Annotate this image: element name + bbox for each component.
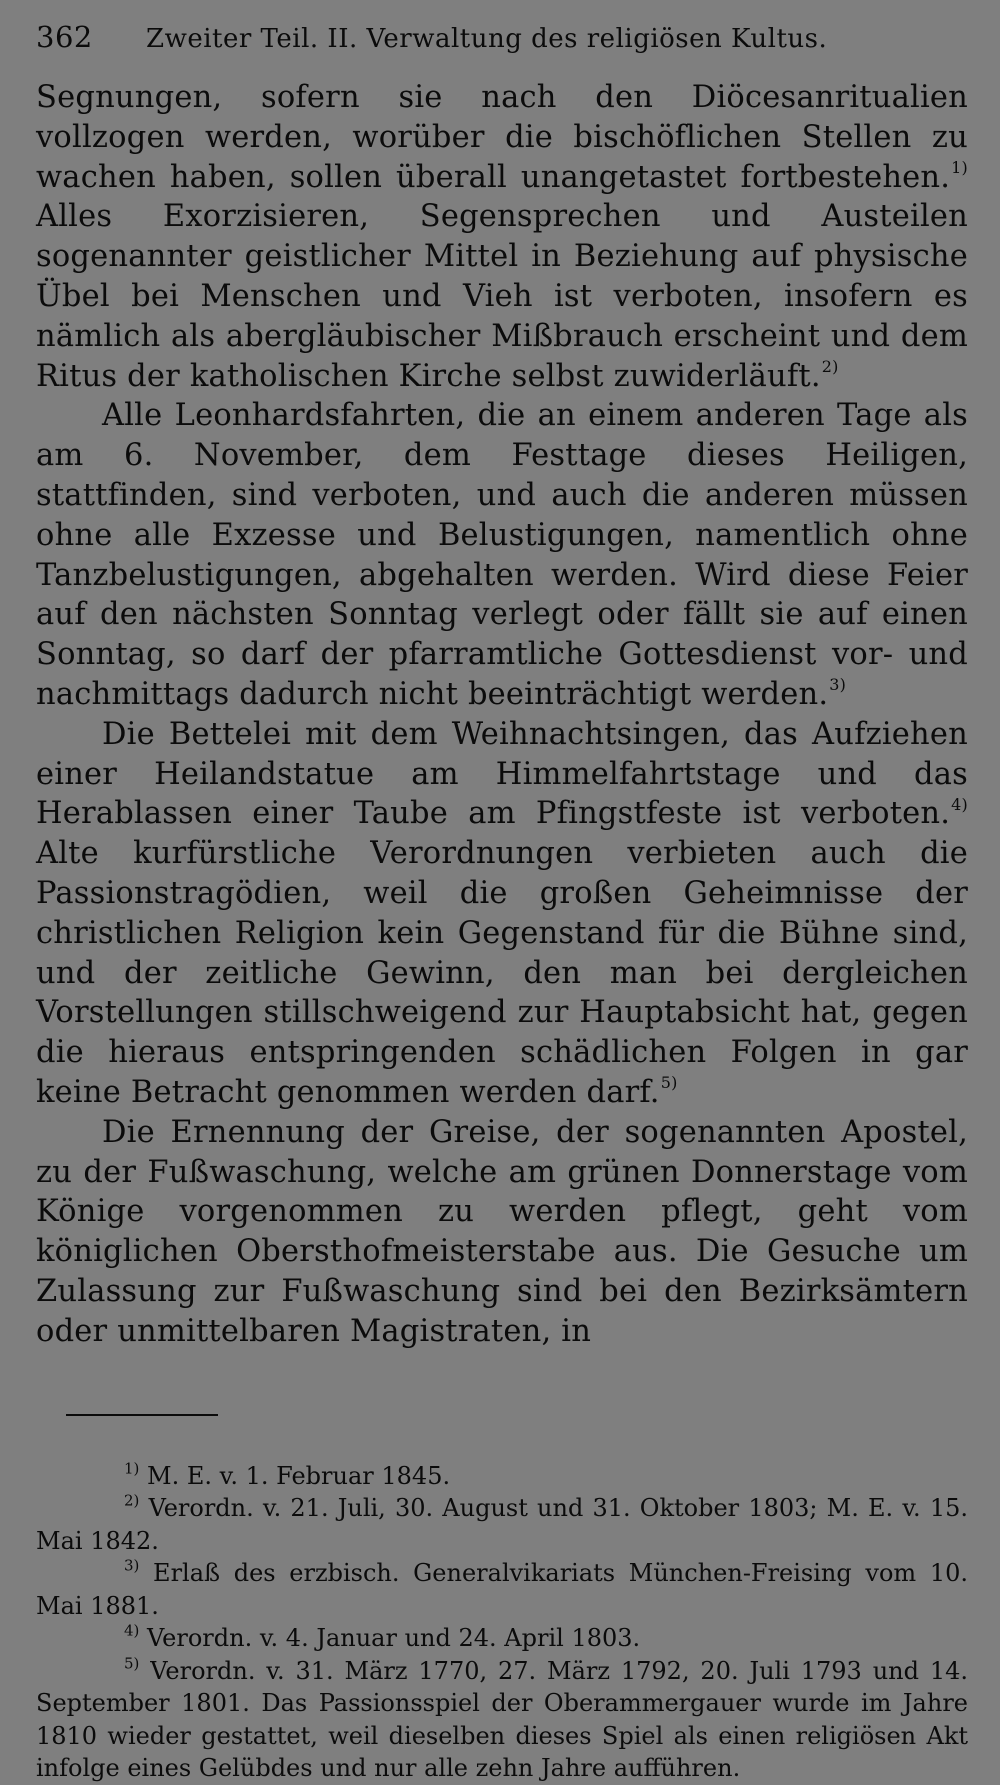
page-number: 362 (36, 20, 93, 54)
book-page (36, 20, 968, 1785)
paragraph-text: Segnungen, sofern sie nach den Diöcesanritualien vollzogen werden, worüber die bischöflichen Stellen zu wachen haben, sollen überall unangetastet fortbestehen. (36, 80, 968, 195)
paragraph (36, 78, 968, 396)
footnote-text: M. E. v. 1. Februar 1845. (139, 1461, 451, 1490)
footnote-reference[interactable]: 3) (829, 675, 847, 695)
paragraph-text: Alte kurfürstliche Verordnungen verbieten auch die Passionstragödien, weil die großen Geheimnisse der christlichen Religion kein Gegenstand für die Bühne sind, und der zeitliche Gewinn, den man bei dergleichen Vorstellungen stillschweigend zur Hauptabsicht hat, gegen die hieraus entspringenden schädlichen Folgen in gar keine Betracht genommen werden darf. (36, 836, 968, 1110)
paragraph-text: Alle Leonhardsfahrten, die an einem anderen Tage als am 6. November, dem Festtage dieses Heiligen, stattfinden, sind verboten, und auch die anderen müssen ohne alle Exzesse und Belustigungen, namentlich ohne Tanzbelustigungen, abgehalten werden. Wird diese Feier auf den nächsten Sonntag verlegt oder fällt sie auf einen Sonntag, so darf der pfarramtliche Gottesdienst vor- und nachmittags dadurch nicht beeinträchtigt werden. (36, 398, 968, 712)
footnote (36, 1622, 968, 1655)
footnote (36, 1557, 968, 1622)
footnote (36, 1460, 968, 1493)
page-header (36, 20, 968, 74)
paragraph-text: Die Ernennung der Greise, der sogenannten Apostel, zu der Fußwaschung, welche am grünen Donnerstage vom Könige vorgenommen zu werden pflegt, geht vom königlichen Obersthofmeisterstabe aus. Die Gesuche um Zulassung zur Fußwaschung sind bei den Bezirksämtern oder unmittelbaren Magistraten, in (36, 1114, 968, 1349)
paragraph-text: Die Bettelei mit dem Weihnachtsingen, das Aufziehen einer Heilandstatue am Himmelfahrtstage und das Herablassen einer Taube am Pfingstfeste ist verboten. (36, 716, 968, 832)
footnote (36, 1492, 968, 1557)
footnote-reference[interactable]: 2) (821, 356, 839, 376)
footnotes (36, 1460, 968, 1785)
footnote-reference[interactable]: 1) (951, 158, 968, 177)
footnote-mark: 3) (124, 1556, 140, 1575)
running-head: Zweiter Teil. II. Verwaltung des religiösen Kultus. (146, 24, 828, 54)
paragraph-text: Alles Exorzisieren, Segensprechen und Austeilen sogenannter geistlicher Mittel in Beziehung auf physische Übel bei Menschen und Vieh ist verboten, insofern es nämlich als abergläubischer Mißbrauch erscheint und dem Ritus der katholischen Kirche selbst zuwiderläuft. (36, 199, 968, 394)
footnote-text: Erlaß des erzbisch. Generalvikariats München-Freising vom 10. Mai 1881. (36, 1559, 968, 1620)
paragraph (36, 396, 968, 714)
footnote-text: Verordn. v. 21. Juli, 30. August und 31. Oktober 1803; M. E. v. 15. Mai 1842. (36, 1494, 968, 1555)
footnote (36, 1655, 968, 1785)
footnote-mark: 1) (124, 1459, 140, 1477)
footnote-mark: 5) (124, 1654, 140, 1672)
footnote-text: Verordn. v. 31. März 1770, 27. März 1792, 20. Juli 1793 und 14. September 1801. Das Passionsspiel der Oberammergauer wurde im Jahre 1810 wieder gestattet, weil dieselben dieses Spiel als einen religiösen Akt infolge eines Gelübdes und nur alle zehn Jahre aufführen. (36, 1656, 968, 1782)
paragraph (36, 715, 968, 1113)
footnote-separator (66, 1414, 218, 1416)
paragraph (36, 1113, 968, 1352)
footnote-text: Verordn. v. 4. Januar und 24. April 1803. (139, 1624, 641, 1652)
footnote-mark: 2) (124, 1491, 140, 1510)
footnote-reference[interactable]: 5) (660, 1073, 678, 1093)
body-text (36, 78, 968, 1352)
footnote-reference[interactable]: 4) (951, 794, 968, 814)
footnote-mark: 4) (124, 1621, 140, 1640)
